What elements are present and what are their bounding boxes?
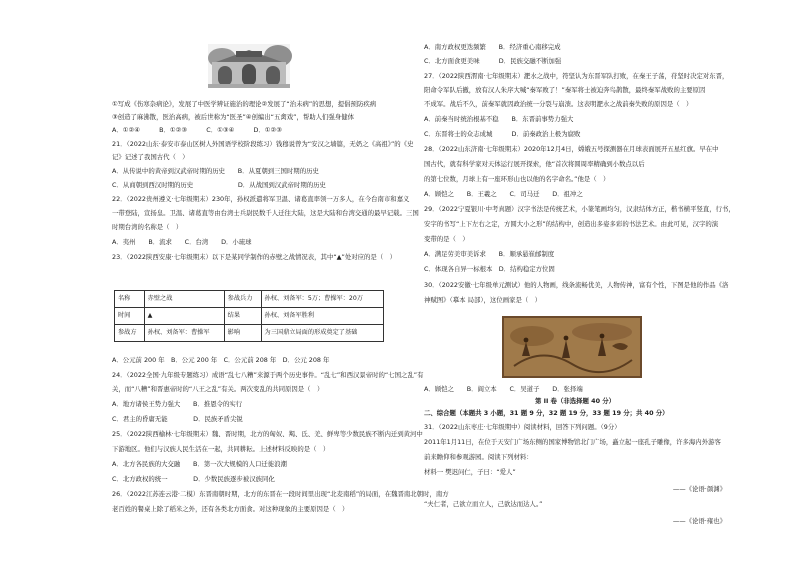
stone-gate-image <box>208 44 290 88</box>
q30-choices: A．顾恺之 B．阎立本 C．吴道子 D．张择端 <box>424 385 583 393</box>
q23-cell: ▲ <box>144 308 224 325</box>
q27-choices-ab: A．前秦当时统治根基不稳 B．东晋前事势力强大 <box>424 115 574 123</box>
q23-table <box>114 290 384 342</box>
q22-stem-3: 时期台湾的名称是（ ） <box>112 223 183 231</box>
q30-stem-2: 神赋图》（摹本 局部），这位画家是（ ） <box>424 296 542 304</box>
q25-choices-ab: A．北方各民族的大交融 B．第一次大规模的人口迁徙浪潮 <box>112 460 287 468</box>
q24-stem-2: 关，而“八糟”和晋惠帝时的“八王之乱”有关。两次变乱的共同原因是（ ） <box>112 385 324 393</box>
q29-choices-cd: C．体现各自异一标根本 D．结构稳定方位固 <box>424 265 555 273</box>
q23-cell: 结果 <box>224 308 261 325</box>
q23-choices: A．公元前 200 年 B．公元 200 年 C．公元前 208 年 D．公元 208 年 <box>112 356 330 364</box>
q20-option-2: ③创造了麻沸散，医治高病，被后世称为“医圣”④创编出“五禽戏”，帮助人们强身健体 <box>112 113 354 121</box>
q21-stem-2: 记》记述了我国古代（ ） <box>112 153 189 161</box>
q23-cell: 名称 <box>115 291 145 308</box>
luoshen-painting-image <box>502 316 642 378</box>
q23-cell: 影响 <box>224 325 261 342</box>
q28-stem-1: 28．（2022山东济南·七年级期末）2020年12月4日，嫦娥五号探测器在月球表面展开五星红旗。早在中 <box>424 145 719 153</box>
q23-cell: 孙权、刘备军：5万；曹操军：20万 <box>261 291 383 308</box>
q31-stem-1: 31．（2022山东枣庄·七年级期中）阅读材料，回答下列问题。（9分） <box>424 423 621 431</box>
q21-choices-ab: A．从传说中的黄帝到汉武帝时期的历史 B．从夏朝到三国时期的历史 <box>112 167 319 175</box>
q31-source-1: ——《论语·颜渊》 <box>672 485 726 493</box>
q27-choices-cd: C．东晋将士的众志成城 D．前秦政治上极为腐败 <box>424 130 581 138</box>
q26-choices-cd: C．北方面食更美味 D．民族交融不断加强 <box>424 57 562 65</box>
q31-material-1: 材料一 樊迟问仁，子曰：“爱人” <box>424 468 516 476</box>
q26-stem-2: 老百姓的餐桌上除了稻米之外，还有各类北方面食。对这种现象的主要原因是（ ） <box>112 505 349 513</box>
q31-stem-2: 2011年1月11日，在位于天安门广场东侧的国家博物馆北门广场，矗立起一座孔子雕像，许多海内外游客 <box>424 438 721 446</box>
q23-stem: 23．（2022陕西安康·七年级期末）以下是某同学制作的赤壁之战情况表，其中“▲”处对应的是（ ） <box>112 253 396 261</box>
part2-title: 第 II 卷（非选择题 40 分） <box>534 397 616 405</box>
q27-stem-3: 不成军。战后不久，前秦军就因政治统一分裂与崩溃。这表明淝水之战前秦失败的原因是（ ） <box>424 100 693 108</box>
q25-stem-1: 25．（2022陕西榆林·七年级期末）魏、晋时期，北方的匈奴、羯、氐、羌、鲜卑等少数民族不断内迁到黄河中 <box>112 430 423 438</box>
q21-stem-1: 21．（2022山东·泰安市泰山区树人外国语学校阶段练习）钱穆说曾为“安汉之墙篇，无奶之《高祖》”的《史 <box>112 140 414 148</box>
q29-choices-ab: A．满足劳美审美诉求 B．顺承悬崔邮制度 <box>424 250 555 258</box>
section2-title: 二、综合题（本题共 3 小题，31 题 9 分，32 题 19 分，33 题 19 分；共 40 分） <box>424 409 669 417</box>
q24-choices-ab: A．地方诸侯王势力强大 B．推恩令的实行 <box>112 400 243 408</box>
q24-stem-1: 24．（2022全国·九年级专题练习）成语“乱七八糟”来源于两个历史事件。“乱七”和西汉景帝时的“七国之乱”有 <box>112 371 424 379</box>
q25-choices-cd: C．北方政权的统一 D．少数民族逐步被汉族同化 <box>112 475 275 483</box>
q22-stem-1: 22．（2022贵州遵义·七年级期末）230年，孙权派遣将军卫温、诸葛直率领一万多人，在今台南市和嘉义 <box>112 195 410 203</box>
q23-cell: 为三国鼎立局面的形成奠定了基础 <box>261 325 383 342</box>
q30-stem-1: 30．（2022安徽·七年级单元测试）他的人物画，线条流畅优美，人物传神，富有个性，下图是他的作品《洛 <box>424 281 729 289</box>
q31-material-2: “夫仁者，己欲立而立人，己欲达而达人。” <box>424 500 543 508</box>
q27-stem-2: 阳命令军队后撤，放有汉人朱序大喊“秦军败了！”秦军将士被迫奔鸟鹊散，最终秦军战败的主要原因 <box>424 86 706 94</box>
q22-choices: A．夷州 B．流求 C．台湾 D．小琉球 <box>112 238 252 246</box>
q29-stem-1: 29．（2022宁夏银川·中考真题）汉字书法是传统艺术，小篆笔画均匀，汉隶结体方正，楷书横平竖直，行书， <box>424 205 735 213</box>
q28-choices: A．顾恺之 B．王羲之 C．司马迁 D．祖冲之 <box>424 190 583 198</box>
q20-option-1: ①写成《伤寒杂病论》，发展了中医学辨证施治的理论②发展了“治未病”的思想，提倡预防疾病 <box>112 100 377 108</box>
q31-source-2: ——《论语·雍也》 <box>672 517 726 525</box>
q27-stem-1: 27．（2022陕西渭南·七年级期末）淝水之战中，符坚认为东晋军队打败，在秦王子荡，苻坚时决定对东晋， <box>424 72 729 80</box>
q28-stem-3: 的第七位数，月球上有一座环形山也以他的名字命名。”他是（ ） <box>424 175 610 183</box>
q20-choices: A．①②④ B．①②③ C．①③④ D．①②③ <box>112 126 282 134</box>
q23-cell: 时间 <box>115 308 145 325</box>
q24-choices-cd: C．君主的昏庸无能 D．民族矛盾尖锐 <box>112 415 243 423</box>
q28-stem-2: 国古代，就有科学家对天体运行展开探索，他“首次将圆周率精确到小数点以后 <box>424 160 645 168</box>
q23-cell: 孙权、刘备军胜利 <box>261 308 383 325</box>
q29-stem-3: 变带的是（ ） <box>424 235 469 243</box>
q23-cell: 参战方 <box>115 325 145 342</box>
q26-choices-ab: A．南方政权更迭频繁 B．经济重心南移完成 <box>424 43 561 51</box>
q23-cell: 赤壁之战 <box>144 291 224 308</box>
q22-stem-2: 一带登陆，宣扬皇。卫温、诸葛直等由台湾士兵尉民数千人迁往大陆，这是大陆和台湾交通的最早记载。三国 <box>112 209 419 217</box>
q31-stem-3: 前来瞻仰和参观游园。阅读下列材料： <box>424 453 533 461</box>
q23-cell: 参战兵力 <box>224 291 261 308</box>
q21-choices-cd: C．从商朝到西汉时期的历史 D．从战国到汉武帝时期的历史 <box>112 181 326 189</box>
q26-stem-1: 26．（2022江苏连云港·二模）东晋南朝时期，北方的东晋在一段时间里出现“北麦南稻”的局面，在魏晋南北朝时，南方 <box>112 490 449 498</box>
q25-stem-2: 下游地区。他们与汉族人民生活在一起，共同耕耘。上述材料反映的是（ ） <box>112 445 330 453</box>
q23-cell: 孙权、刘备军：曹操军 <box>144 325 224 342</box>
q29-stem-2: 安字的书写“上下左右之定，方圆大小之形”的结构中，创造出多姿多彩的书法艺术。由此可见，汉字的演 <box>424 220 719 228</box>
